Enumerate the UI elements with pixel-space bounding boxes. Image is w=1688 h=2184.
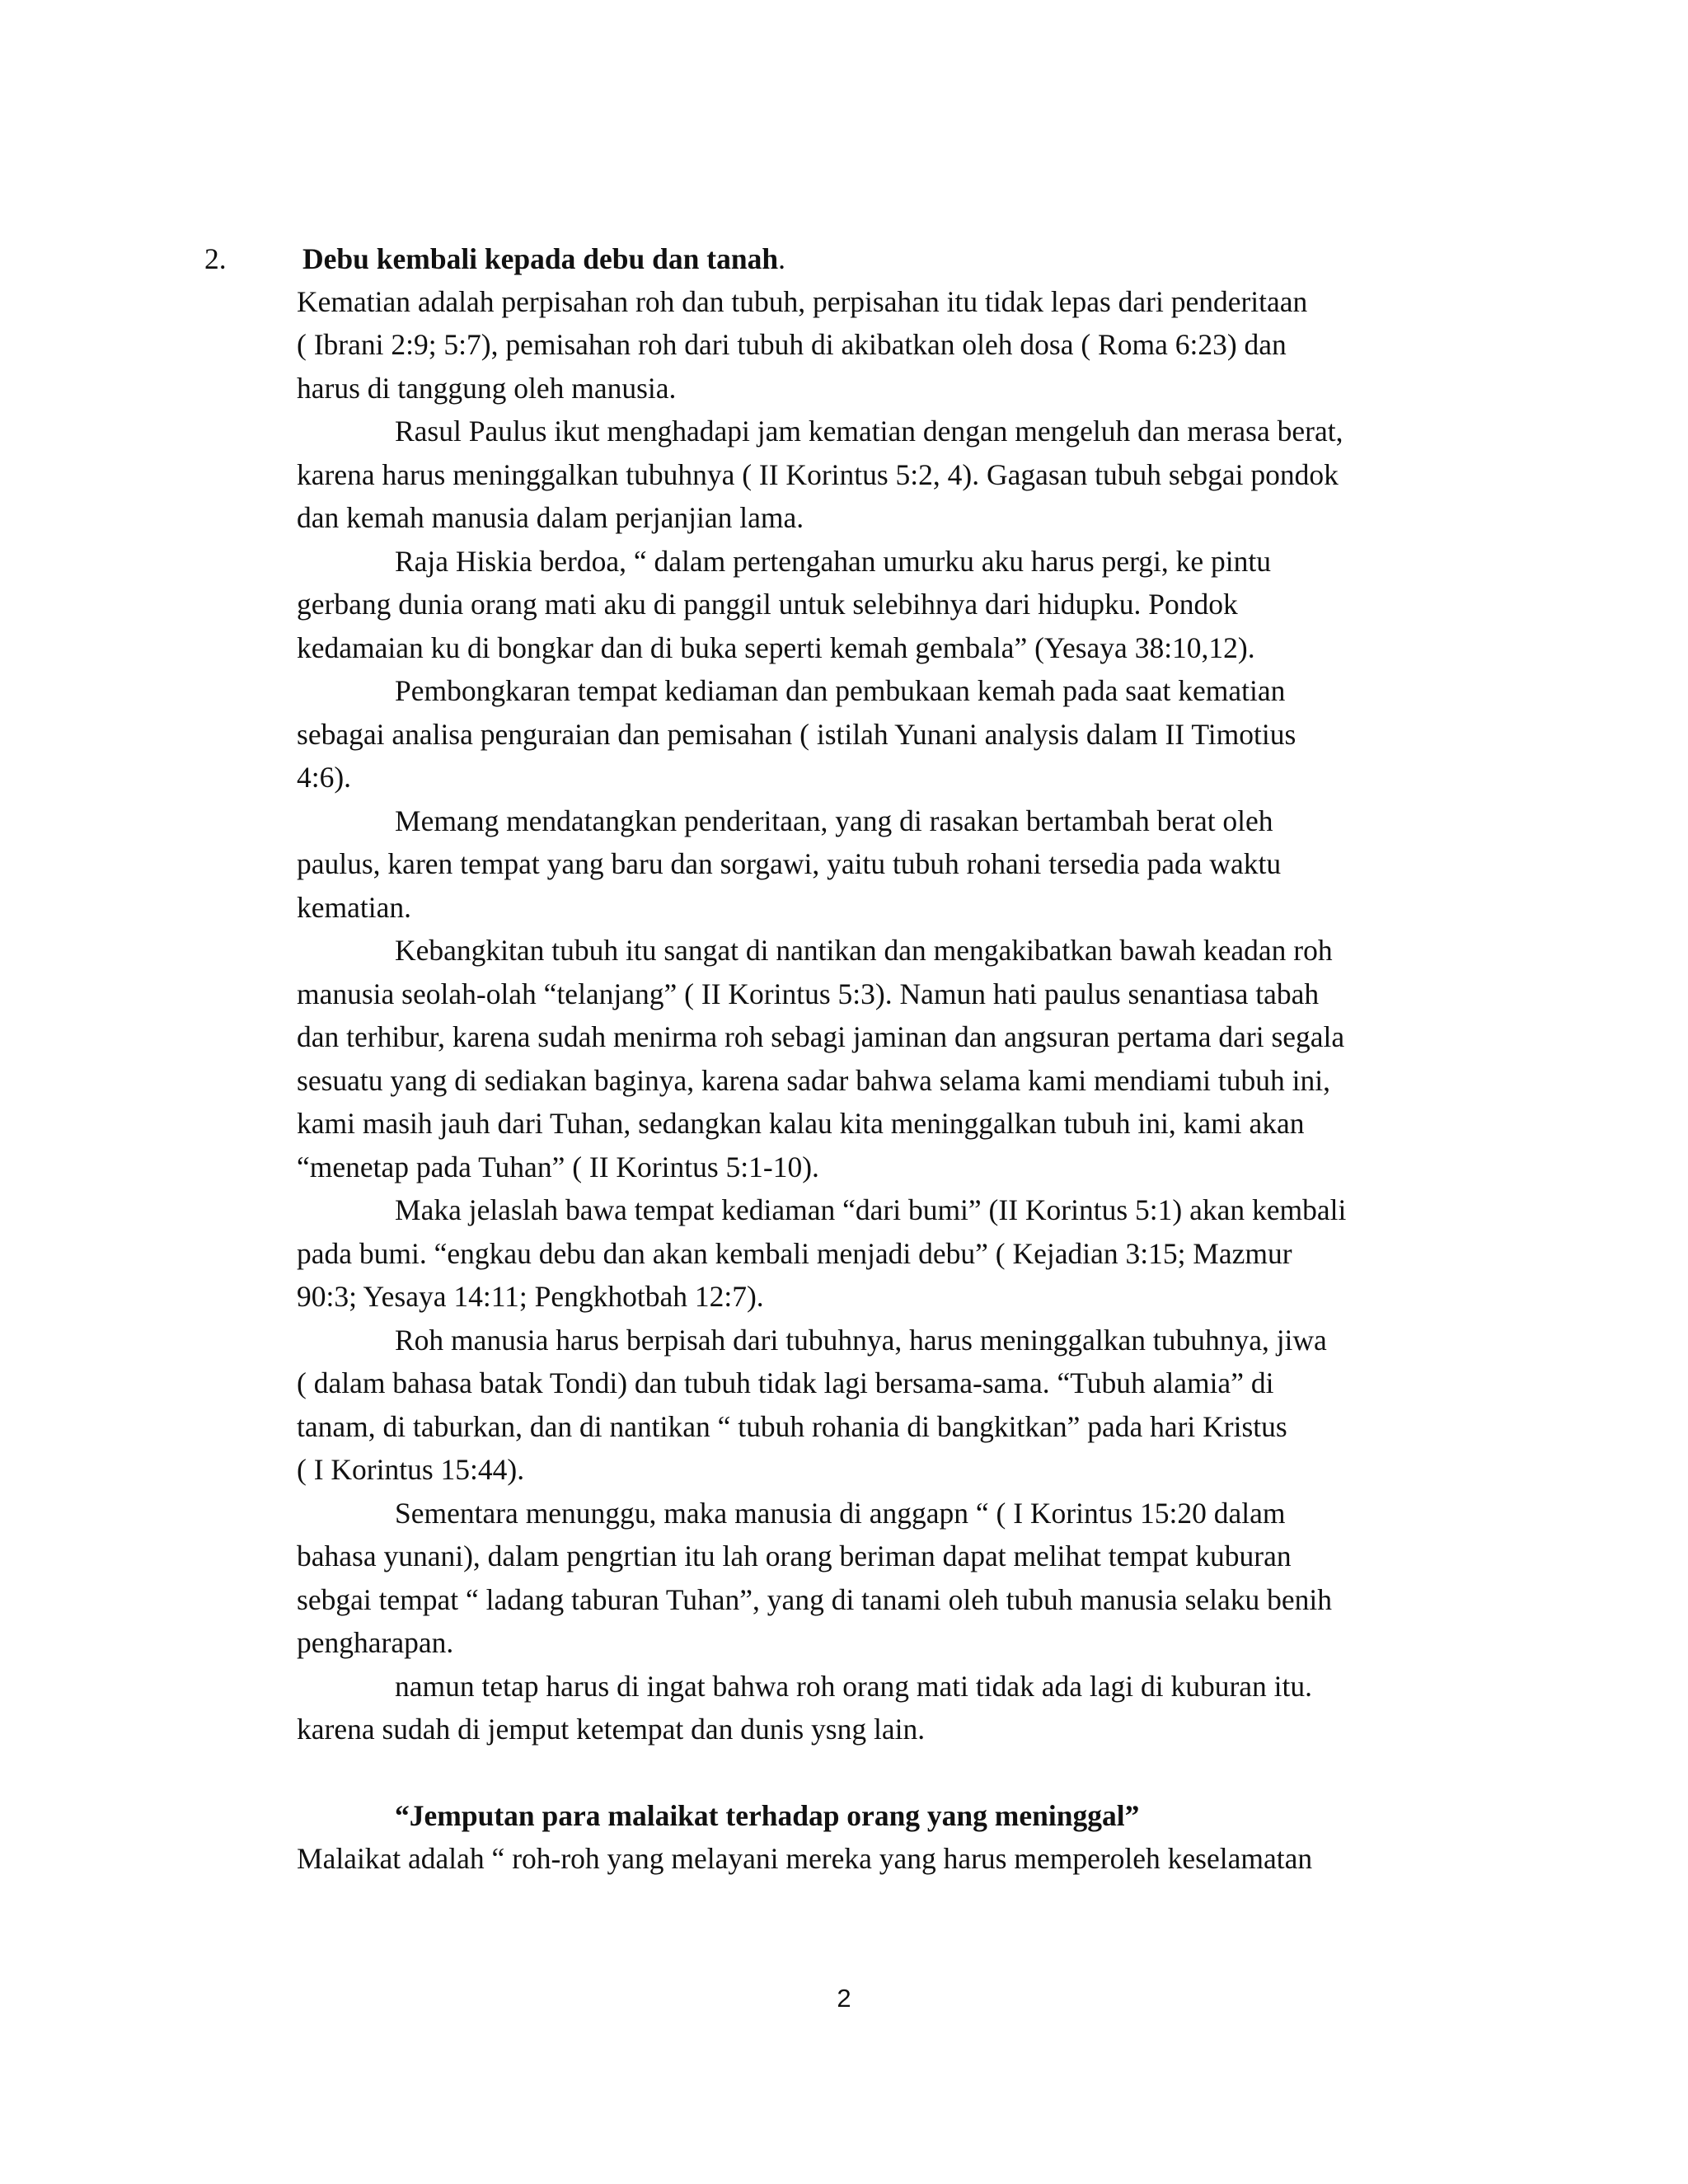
section-heading-punct: . [778, 242, 785, 275]
text-line: dan terhibur, karena sudah menirma roh sebagi jaminan dan angsuran pertama dari segala [297, 1020, 1345, 1053]
text-line: Roh manusia harus berpisah dari tubuhnya, harus meninggalkan tubuhnya, jiwa [395, 1324, 1327, 1357]
text-line: sebgai tempat “ ladang taburan Tuhan”, yang di tanami oleh tubuh manusia selaku benih [297, 1583, 1333, 1616]
text-line: “menetap pada Tuhan” ( II Korintus 5:1-10). [297, 1151, 819, 1183]
text-line: pengharapan. [297, 1626, 454, 1659]
text-line: Memang mendatangkan penderitaan, yang di rasakan bertambah berat oleh [395, 804, 1273, 837]
text-line: paulus, karen tempat yang baru dan sorgawi, yaitu tubuh rohani tersedia pada waktu [297, 847, 1282, 880]
section-heading [302, 241, 785, 277]
text-line: bahasa yunani), dalam pengrtian itu lah orang beriman dapat melihat tempat kuburan [297, 1540, 1292, 1572]
text-line: Rasul Paulus ikut menghadapi jam kematian dengan mengeluh dan merasa berat, [395, 415, 1343, 448]
section-number: 2. [204, 242, 227, 275]
subheading: “Jemputan para malaikat terhadap orang yang meninggal” [395, 1799, 1140, 1832]
text-line: Sementara menunggu, maka manusia di anggapn “ ( I Korintus 15:20 dalam [395, 1497, 1286, 1530]
text-line: kedamaian ku di bongkar dan di buka seperti kemah gembala” (Yesaya 38:10,12). [297, 631, 1255, 664]
text-line: karena harus meninggalkan tubuhnya ( II Korintus 5:2, 4). Gagasan tubuh sebgai pondok [297, 458, 1339, 491]
text-line: gerbang dunia orang mati aku di panggil untuk selebihnya dari hidupku. Pondok [297, 588, 1238, 621]
text-line: ( dalam bahasa batak Tondi) dan tubuh tidak lagi bersama-sama. “Tubuh alamia” di [297, 1366, 1274, 1399]
text-line: manusia seolah-olah “telanjang” ( II Korintus 5:3). Namun hati paulus senantiasa tabah [297, 977, 1320, 1010]
text-line: ( I Korintus 15:44). [297, 1453, 525, 1486]
text-line: pada bumi. “engkau debu dan akan kembali menjadi debu” ( Kejadian 3:15; Mazmur [297, 1237, 1292, 1270]
text-line: sebagai analisa penguraian dan pemisahan ( istilah Yunani analysis dalam II Timotius [297, 718, 1296, 751]
text-line: Maka jelaslah bawa tempat kediaman “dari bumi” (II Korintus 5:1) akan kembali [395, 1193, 1347, 1226]
text-line: namun tetap harus di ingat bahwa roh orang mati tidak ada lagi di kuburan itu. [395, 1670, 1313, 1703]
text-line: Kematian adalah perpisahan roh dan tubuh, perpisahan itu tidak lepas dari penderitaan [297, 285, 1308, 318]
text-line: ( Ibrani 2:9; 5:7), pemisahan roh dari tubuh di akibatkan oleh dosa ( Roma 6:23) dan [297, 328, 1287, 361]
text-line: kami masih jauh dari Tuhan, sedangkan kalau kita meninggalkan tubuh ini, kami akan [297, 1107, 1305, 1140]
text-line: harus di tanggung oleh manusia. [297, 372, 677, 405]
text-line: Raja Hiskia berdoa, “ dalam pertengahan umurku aku harus pergi, ke pintu [395, 545, 1272, 578]
text-line: tanam, di taburkan, dan di nantikan “ tubuh rohania di bangkitkan” pada hari Kristus [297, 1410, 1287, 1443]
text-line: 90:3; Yesaya 14:11; Pengkhotbah 12:7). [297, 1280, 764, 1313]
text-line: Pembongkaran tempat kediaman dan pembukaan kemah pada saat kematian [395, 674, 1286, 707]
text-line: Kebangkitan tubuh itu sangat di nantikan dan mengakibatkan bawah keadan roh [395, 934, 1333, 967]
text-line: 4:6). [297, 761, 352, 794]
section-heading-text: Debu kembali kepada debu dan tanah [302, 242, 779, 275]
text-line: sesuatu yang di sediakan baginya, karena sadar bahwa selama kami mendiami tubuh ini, [297, 1064, 1330, 1097]
text-line: dan kemah manusia dalam perjanjian lama. [297, 501, 804, 534]
text-line: kematian. [297, 891, 411, 924]
text-line: Malaikat adalah “ roh-roh yang melayani mereka yang harus memperoleh keselamatan [297, 1842, 1313, 1875]
page-number: 2 [837, 1984, 851, 2013]
text-line: karena sudah di jemput ketempat dan dunis ysng lain. [297, 1713, 926, 1746]
